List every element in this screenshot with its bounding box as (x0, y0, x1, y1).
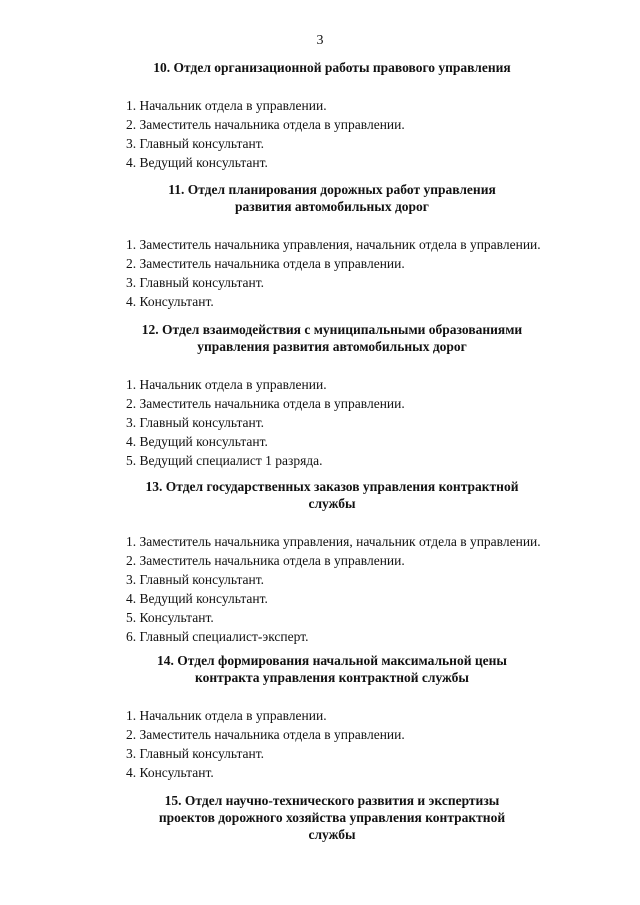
section (0, 321, 640, 470)
list-item: 1. Заместитель начальника управления, начальник отдела в управлении. (126, 534, 541, 549)
section-title (32, 181, 632, 215)
list-item: 2. Заместитель начальника отдела в управлении. (126, 256, 405, 271)
section-title (32, 59, 632, 76)
section-title-line: управления развития автомобильных дорог (197, 339, 467, 354)
section-title-line: службы (308, 827, 356, 842)
section-title-line: 12. Отдел взаимодействия с муниципальными образованиями (141, 322, 523, 337)
list-item: 1. Начальник отдела в управлении. (126, 377, 327, 392)
position-list (0, 375, 640, 470)
list-item: 3. Главный консультант. (126, 136, 265, 151)
list-item: 3. Главный консультант. (126, 275, 265, 290)
section-title-line: контракта управления контрактной службы (195, 670, 469, 685)
list-item: 1. Начальник отдела в управлении. (126, 708, 327, 723)
list-item: 1. Заместитель начальника управления, начальник отдела в управлении. (126, 237, 541, 252)
list-item: 4. Ведущий консультант. (126, 591, 268, 606)
section (0, 181, 640, 311)
list-item: 2. Заместитель начальника отдела в управлении. (126, 396, 405, 411)
section-title-line: 13. Отдел государственных заказов управления контрактной (145, 479, 519, 494)
section (0, 792, 640, 843)
section-title-line: развития автомобильных дорог (235, 199, 429, 214)
section-title-line: 14. Отдел формирования начальной максимальной цены (157, 653, 507, 668)
section-title-line: 10. Отдел организационной работы правового управления (153, 60, 511, 75)
list-item: 2. Заместитель начальника отдела в управлении. (126, 727, 405, 742)
position-list (0, 532, 640, 646)
section-title (32, 792, 632, 843)
list-item: 5. Консультант. (126, 610, 214, 625)
section (0, 59, 640, 172)
position-list (0, 706, 640, 782)
section-title-line: проектов дорожного хозяйства управления контрактной (158, 810, 506, 825)
section-title (32, 321, 632, 355)
list-item: 3. Главный консультант. (126, 746, 265, 761)
section-title-line: 11. Отдел планирования дорожных работ управления (168, 182, 496, 197)
list-item: 5. Ведущий специалист 1 разряда. (126, 453, 323, 468)
section-title-line: службы (308, 496, 356, 511)
section (0, 652, 640, 782)
position-list (0, 96, 640, 172)
list-item: 6. Главный специалист-эксперт. (126, 629, 309, 644)
section-title (32, 652, 632, 686)
section-title-line: 15. Отдел научно-технического развития и экспертизы (164, 793, 500, 808)
position-list (0, 235, 640, 311)
list-item: 4. Консультант. (126, 294, 214, 309)
list-item: 3. Главный консультант. (126, 572, 265, 587)
list-item: 4. Ведущий консультант. (126, 434, 268, 449)
list-item: 4. Консультант. (126, 765, 214, 780)
list-item: 2. Заместитель начальника отдела в управлении. (126, 553, 405, 568)
section (0, 478, 640, 646)
section-title (32, 478, 632, 512)
page-number: 3 (316, 33, 324, 48)
list-item: 3. Главный консультант. (126, 415, 265, 430)
list-item: 4. Ведущий консультант. (126, 155, 268, 170)
list-item: 1. Начальник отдела в управлении. (126, 98, 327, 113)
list-item: 2. Заместитель начальника отдела в управлении. (126, 117, 405, 132)
